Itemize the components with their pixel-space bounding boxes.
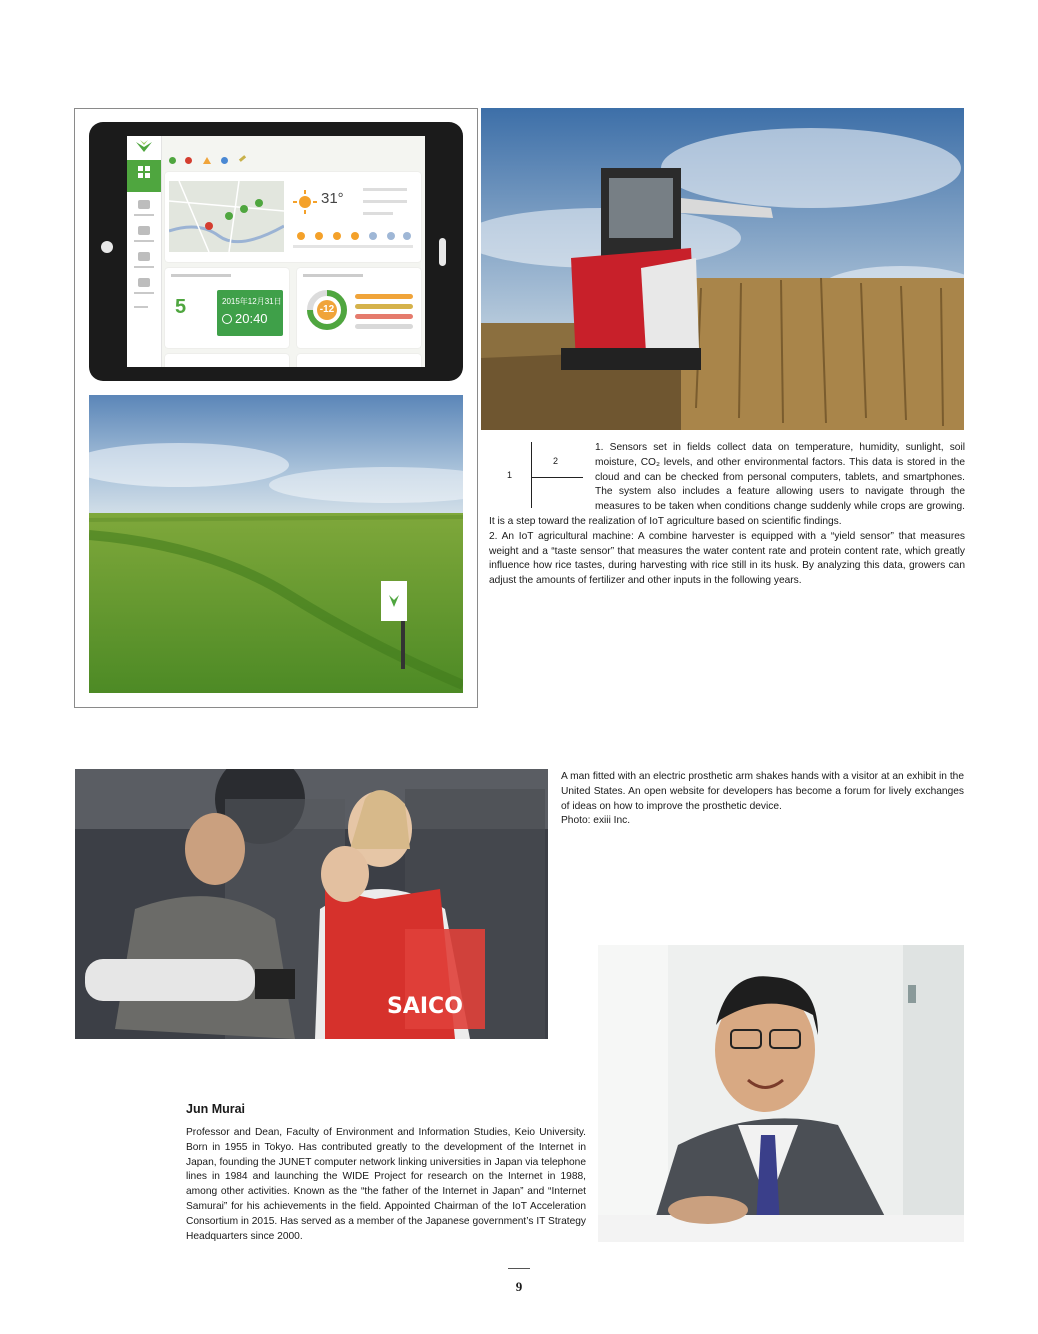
bar-2 xyxy=(355,304,413,309)
sidebar-item-dashboard xyxy=(127,160,161,192)
sun-icon xyxy=(293,190,317,214)
combine-harvester-photo xyxy=(481,108,964,430)
field-card-left xyxy=(165,268,289,348)
home-button-icon xyxy=(439,238,446,266)
bar-3 xyxy=(355,314,413,319)
portrait-photo xyxy=(598,945,964,1242)
sidebar-item-sensors xyxy=(138,200,150,209)
alert-icon-4 xyxy=(239,155,246,162)
field-card-bottom-left xyxy=(165,354,289,367)
map-graphic xyxy=(169,181,284,252)
temperature-value: 31° xyxy=(321,190,344,207)
sidebar-item-reports xyxy=(138,252,150,261)
map-weather-card xyxy=(165,172,421,262)
leaf-icon xyxy=(169,157,176,164)
caption-sensors: 1. Sensors set in fields collect data on temperature, humidity, sunlight, soil moisture, CO₂ levels, and other environmental factors. This data is stored in the cloud and can be checked from personal computers, tablets, and smartphones. The system also includes a feature allowing users to navigate through the measures to be taken when conditions change suddenly while crops are growing. It is a step toward the realization of IoT agriculture based on scientific findings. xyxy=(489,442,965,527)
page-number-rule xyxy=(508,1268,530,1269)
timestamp-time: 20:40 xyxy=(235,311,268,326)
clock-icon xyxy=(222,314,232,324)
field-card-right xyxy=(297,268,421,348)
sidebar-item-map xyxy=(138,278,150,287)
bar-4 xyxy=(355,324,413,329)
timestamp-date: 2015年12月31日 xyxy=(222,297,282,306)
sensor-count: 5 xyxy=(175,296,187,318)
legend-label-1: 1 xyxy=(507,470,513,480)
caption-harvester: 2. An IoT agricultural machine: A combine harvester is equipped with a “yield sensor” that measures weight and a “taste sensor” that measures the water content rate and protein content rate, which greatly influence how rice tastes, during harvesting with rice still in its husk. By analyzing this data, growers can adjust the amounts of fertilizer and other inputs in the following years. xyxy=(489,530,965,587)
grid-icon xyxy=(138,166,150,178)
alert-summary xyxy=(169,156,269,166)
field-card-bottom-right xyxy=(297,354,421,367)
bio-name: Jun Murai xyxy=(186,1102,246,1116)
bio-block xyxy=(186,1126,586,1244)
dashboard-sidebar xyxy=(127,136,162,367)
forecast-row xyxy=(293,228,413,252)
rice-field-photo xyxy=(89,395,463,693)
prosthetic-arm-photo xyxy=(75,769,548,1039)
leaf-logo-icon xyxy=(136,140,152,152)
timestamp-tile xyxy=(217,290,283,336)
alert-icon-2 xyxy=(203,157,211,164)
bio-text: Professor and Dean, Faculty of Environment and Information Studies, Keio University. Born in 1955 in Tokyo. Has contributed greatly to the development of the Internet in Japan, founding the JUNET computer network linking universities in Japan via telephone lines in 1984 and launching the WIDE Project for research on the Internet in 1988, among other activities. Known as the “the father of the Internet in Japan” and “Internet Samurai” for his achievements in the field. Appointed Chairman of the IoT Acceleration Consortium in 2015. Has served as a member of the Japanese government’s IT Strategy Headquarters since 2000. xyxy=(186,1127,586,1242)
alert-icon-1 xyxy=(185,157,192,164)
prosthetic-credit: Photo: exiii Inc. xyxy=(561,815,631,827)
svg-text:SAICO: SAICO xyxy=(387,994,463,1019)
weather-stats xyxy=(363,186,413,222)
camera-icon xyxy=(101,241,113,253)
prosthetic-caption-block xyxy=(561,770,964,829)
alert-icon-3 xyxy=(221,157,228,164)
sidebar-item-advice xyxy=(138,226,150,235)
page-number: 9 xyxy=(515,1279,523,1294)
gauge-value: -12 xyxy=(319,304,335,315)
prosthetic-caption: A man fitted with an electric prosthetic arm shakes hands with a visitor at an exhibit in the United States. An open website for developers has become a forum for lively exchanges of ideas on how to improve the prosthetic device. xyxy=(561,771,964,812)
field-map xyxy=(169,181,284,252)
bar-1 xyxy=(355,294,413,299)
dashboard-screen xyxy=(127,136,425,367)
figure-captions xyxy=(489,441,965,589)
legend-label-2: 2 xyxy=(553,456,559,466)
tablet-photo xyxy=(89,122,463,381)
